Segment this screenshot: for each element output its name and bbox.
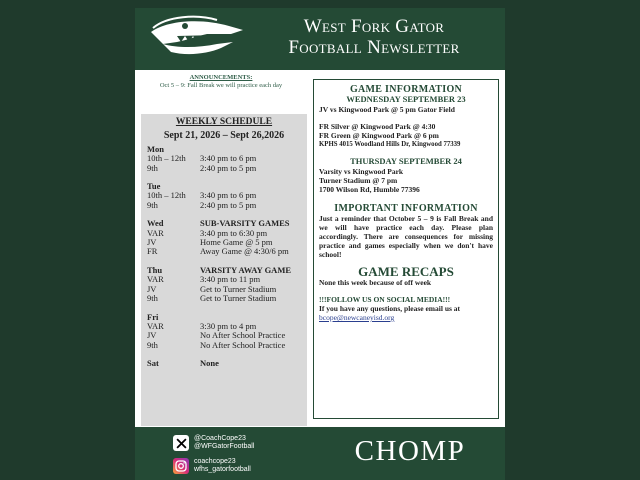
- newsletter-header: [135, 8, 505, 70]
- important-heading: IMPORTANT INFORMATION: [334, 203, 478, 214]
- time-label: 3:40 pm to 11 pm: [200, 274, 261, 285]
- time-label: 3:40 pm to 6 pm: [200, 190, 257, 201]
- social-heading: !!!FOLLOW US ON SOCIAL MEDIA!!!: [319, 295, 451, 304]
- group-label: 10th – 12th: [147, 190, 186, 201]
- group-label: 9th: [147, 199, 158, 210]
- time-label: 2:40 pm to 5 pm: [200, 199, 257, 210]
- wed-line: FR Silver @ Kingwood Park @ 4:30: [319, 122, 436, 131]
- contact-email-link[interactable]: bcope@newcaneyisd.org: [319, 313, 395, 322]
- chomp-text: CHOMP: [354, 435, 466, 467]
- schedule-day: [147, 359, 307, 368]
- schedule-day: [147, 266, 307, 304]
- day-heading: VARSITY AWAY GAME: [200, 264, 292, 275]
- group-label: JV: [147, 330, 157, 341]
- thu-line: 1700 Wilson Rd, Humble 77396: [319, 185, 420, 194]
- game-information: [313, 79, 499, 419]
- schedule-day: [147, 182, 307, 210]
- wed-line: FR Green @ Kingwood Park @ 6 pm: [319, 131, 439, 140]
- schedule-row: [147, 294, 307, 303]
- group-label: VAR: [147, 320, 164, 331]
- announcements-text: Oct 5 – 9: Fall Break we will practice each day: [159, 82, 283, 89]
- day-name: Wed: [147, 218, 164, 229]
- day-name: Tue: [147, 181, 161, 192]
- contact-text: If you have any questions, please email us at: [319, 304, 461, 313]
- time-label: No After School Practice: [200, 339, 286, 350]
- thu-line: Turner Stadium @ 7 pm: [319, 176, 398, 185]
- thursday-heading: THURSDAY SEPTEMBER 24: [350, 156, 462, 166]
- day-name: Thu: [147, 264, 163, 275]
- newsletter-page: [135, 8, 505, 480]
- day-heading: SUB-VARSITY GAMES: [200, 218, 290, 229]
- time-label: 2:40 pm to 5 pm: [200, 162, 257, 173]
- recaps-text: None this week because of off week: [319, 278, 432, 287]
- weekly-schedule: [141, 114, 307, 426]
- schedule-row: [147, 247, 307, 256]
- important-text: Just a reminder that October 5 – 9 is Fall Break and we will have practice each day. Please plan accordingly. There are consequences for missing practice and games especially when we don't have school!: [319, 214, 493, 259]
- x-handle: @CoachCope23: [194, 435, 246, 442]
- instagram-handle: coachcope23: [194, 458, 236, 465]
- day-name: Sat: [147, 358, 159, 369]
- schedule-day: [147, 313, 307, 351]
- thu-line: Varsity vs Kingwood Park: [319, 167, 404, 176]
- day-heading: None: [200, 358, 219, 369]
- time-label: 3:30 pm to 4 pm: [200, 320, 257, 331]
- schedule-row: [147, 164, 307, 173]
- group-label: VAR: [147, 227, 164, 238]
- day-name: Mon: [147, 143, 164, 154]
- time-label: 3:40 pm to 6 pm: [200, 153, 257, 164]
- instagram-social[interactable]: [173, 455, 283, 477]
- group-label: JV: [147, 283, 157, 294]
- schedule-row: [147, 341, 307, 350]
- x-logo-icon: [173, 435, 189, 451]
- newsletter-title: West Fork Gator Football Newsletter: [288, 16, 460, 58]
- time-label: Get to Turner Stadium: [200, 293, 277, 304]
- group-label: VAR: [147, 274, 164, 285]
- announcements-heading: ANNOUNCEMENTS:: [189, 74, 253, 81]
- group-label: 9th: [147, 162, 158, 173]
- instagram-logo-icon: [173, 458, 189, 474]
- schedule-dates: Sept 21, 2026 – Sept 26,2026: [163, 130, 285, 142]
- schedule-row: [147, 201, 307, 210]
- wed-line: JV vs Kingwood Park @ 5 pm Gator Field: [319, 105, 455, 114]
- instagram-handle: wfhs_gatorfootball: [194, 466, 251, 473]
- x-handle: @WFGatorFootball: [194, 443, 255, 450]
- x-social[interactable]: [173, 432, 283, 454]
- time-label: Home Game @ 5 pm: [200, 237, 273, 248]
- schedule-day: [147, 219, 307, 257]
- newsletter-footer: [135, 427, 505, 480]
- time-label: Away Game @ 4:30/6 pm: [200, 246, 289, 257]
- recaps-heading: GAME RECAPS: [358, 264, 454, 279]
- wednesday-heading: WEDNESDAY SEPTEMBER 23: [346, 94, 466, 104]
- group-label: FR: [147, 246, 158, 257]
- wed-line: KPHS 4015 Woodland Hills Dr, Kingwood 77339: [319, 141, 461, 148]
- day-name: Fri: [147, 311, 159, 322]
- group-label: 9th: [147, 339, 158, 350]
- game-info-heading: GAME INFORMATION: [349, 84, 463, 95]
- group-label: JV: [147, 237, 157, 248]
- time-label: Get to Turner Stadium: [200, 283, 277, 294]
- time-label: 3:40 pm to 6:30 pm: [200, 227, 268, 238]
- group-label: 10th – 12th: [147, 153, 186, 164]
- time-label: No After School Practice: [200, 330, 286, 341]
- group-label: 9th: [147, 293, 158, 304]
- schedule-day: [147, 145, 307, 173]
- schedule-title: WEEKLY SCHEDULE: [175, 117, 273, 127]
- gator-logo-icon: [147, 14, 247, 64]
- announcements: [135, 74, 307, 90]
